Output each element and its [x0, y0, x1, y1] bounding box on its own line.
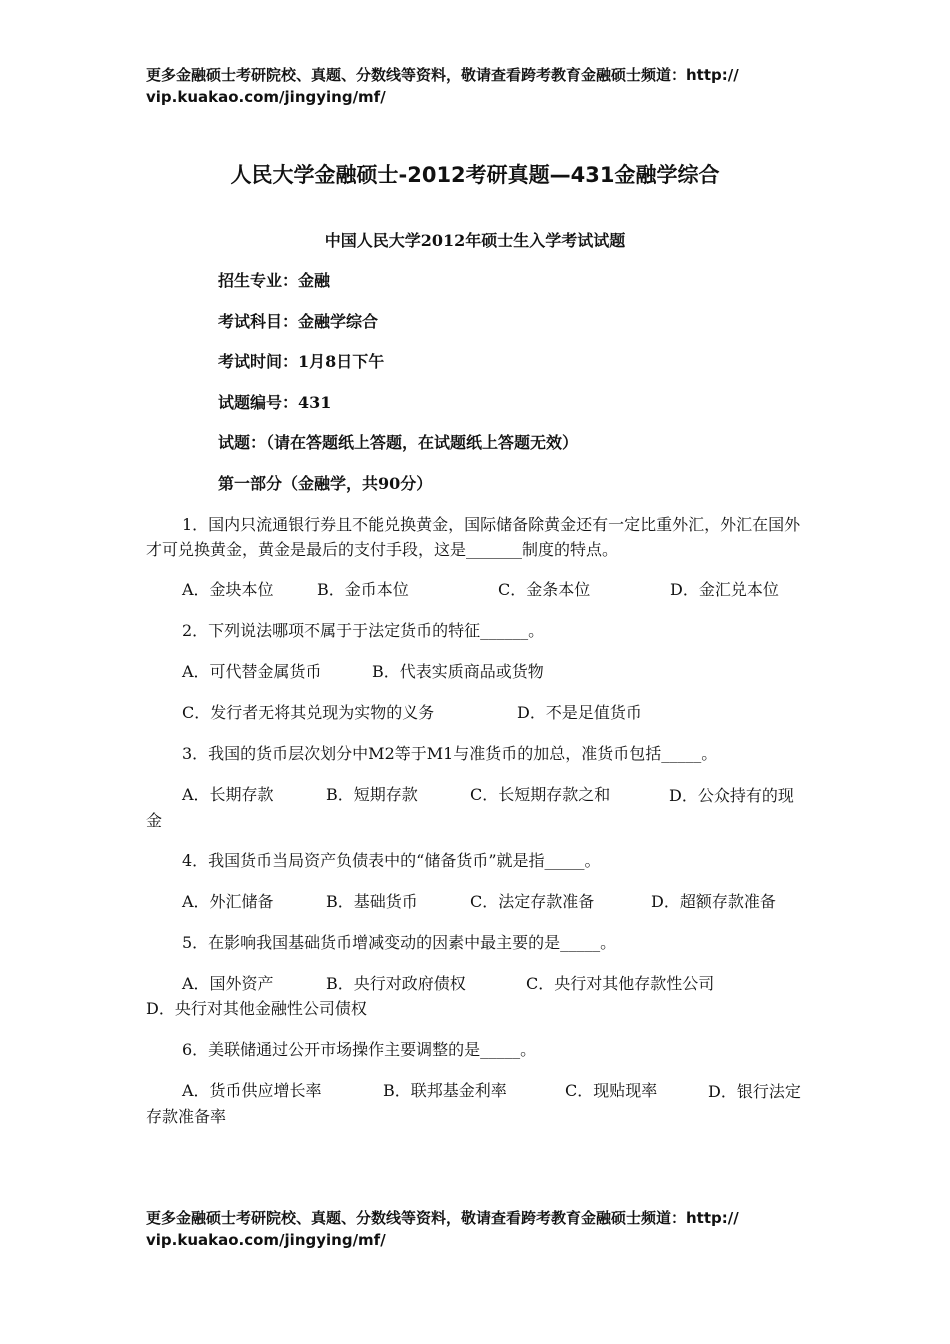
question-2: 2．下列说法哪项不属于于法定货币的特征______。 — [182, 621, 545, 640]
q1-option-a: A．金块本位 — [182, 580, 274, 599]
exam-instructions: 试题：（请在答题纸上答题，在试题纸上答题无效） — [218, 433, 579, 452]
q2-option-a: A．可代替金属货币 — [182, 662, 322, 681]
header-note-link[interactable]: vip.kuakao.com/jingying/mf/ — [146, 88, 386, 106]
q4-option-c: C．法定存款准备 — [470, 892, 595, 911]
q2-option-d: D．不是足值货币 — [517, 703, 642, 722]
q1-option-c: C．金条本位 — [498, 580, 591, 599]
exam-subtitle: 中国人民大学2012年硕士生入学考试试题 — [324, 231, 626, 250]
q6-option-d: D．银行法定存款准备率 — [146, 1082, 801, 1126]
question-5: 5．在影响我国基础货币增减变动的因素中最主要的是_____。 — [182, 933, 617, 952]
q6-option-a: A．货币供应增长率 — [182, 1081, 322, 1100]
q3-option-c: C．长短期存款之和 — [470, 785, 611, 804]
question-4: 4．我国货币当局资产负债表中的“储备货币”就是指_____。 — [182, 851, 601, 870]
q3-option-a: A．长期存款 — [182, 785, 274, 804]
q3-option-d: D．公众持有的现金 — [146, 786, 794, 830]
footer-note-line1: 更多金融硕士考研院校、真题、分数线等资料，敬请查看跨考教育金融硕士频道：http:// — [146, 1209, 739, 1227]
q6-option-c: C．现贴现率 — [565, 1081, 658, 1100]
footer-note — [146, 1207, 826, 1251]
q1-option-d: D．金汇兑本位 — [670, 580, 779, 599]
exam-code: 试题编号：431 — [218, 393, 332, 412]
exam-subject: 考试科目：金融学综合 — [218, 312, 379, 331]
question-1: 1．国内只流通银行券且不能兑换黄金，国际储备除黄金还有一定比重外汇，外汇在国外才可兑换黄金，黄金是最后的支付手段，这是_______制度的特点。 — [146, 515, 801, 559]
question-3: 3．我国的货币层次划分中M2等于M1与准货币的加总，准货币包括_____。 — [182, 744, 718, 763]
q4-option-a: A．外汇储备 — [182, 892, 274, 911]
q4-option-d: D．超额存款准备 — [651, 892, 776, 911]
q6-option-b: B．联邦基金利率 — [383, 1081, 507, 1100]
footer-note-link[interactable]: vip.kuakao.com/jingying/mf/ — [146, 1231, 386, 1249]
q3-option-b: B．短期存款 — [326, 785, 418, 804]
q5-option-a: A．国外资产 — [182, 974, 274, 993]
q5-option-c: C．央行对其他存款性公司 — [526, 974, 715, 993]
part-heading: 第一部分（金融学，共90分） — [218, 474, 433, 493]
q1-option-b: B．金币本位 — [317, 580, 409, 599]
header-note-line1: 更多金融硕士考研院校、真题、分数线等资料，敬请查看跨考教育金融硕士频道：http:// — [146, 66, 739, 84]
q4-option-b: B．基础货币 — [326, 892, 418, 911]
exam-time: 考试时间：1月8日下午 — [218, 352, 385, 371]
question-6: 6．美联储通过公开市场操作主要调整的是_____。 — [182, 1040, 537, 1059]
q5-option-d: D．央行对其他金融性公司债权 — [146, 999, 367, 1018]
exam-major: 招生专业：金融 — [218, 271, 331, 290]
q5-option-b: B．央行对政府债权 — [326, 974, 466, 993]
q2-option-b: B．代表实质商品或货物 — [372, 662, 544, 681]
q2-option-c: C．发行者无将其兑现为实物的义务 — [182, 703, 435, 722]
page-title: 人民大学金融硕士-2012考研真题—431金融学综合 — [230, 163, 720, 187]
header-note — [146, 64, 826, 108]
